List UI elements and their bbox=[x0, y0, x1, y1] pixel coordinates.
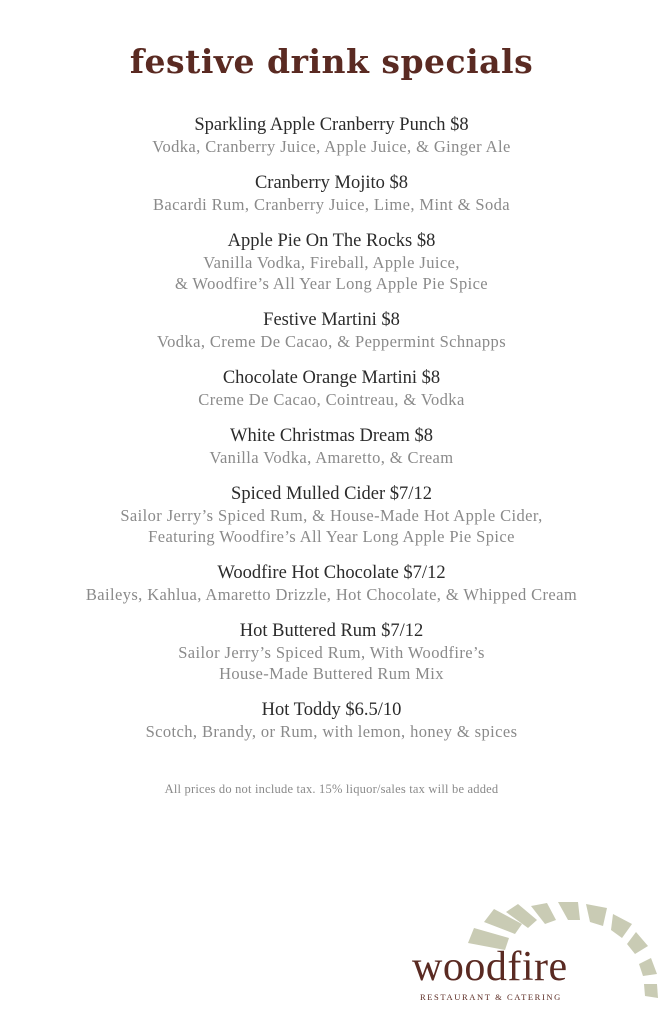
drink-name: Festive Martini $8 bbox=[263, 310, 400, 330]
menu-item bbox=[0, 114, 663, 157]
drink-name: Sparkling Apple Cranberry Punch $8 bbox=[194, 115, 469, 135]
drink-description: Baileys, Kahlua, Amaretto Drizzle, Hot Chocolate, & Whipped Cream bbox=[85, 585, 578, 604]
menu-item bbox=[0, 172, 663, 215]
drink-menu bbox=[0, 114, 663, 757]
drink-description: House-Made Buttered Rum Mix bbox=[219, 664, 444, 683]
woodfire-logo bbox=[408, 898, 658, 1013]
menu-item bbox=[0, 230, 663, 294]
drink-name: Hot Toddy $6.5/10 bbox=[261, 700, 402, 720]
logo-tagline: RESTAURANT & CATERING bbox=[420, 992, 562, 1002]
menu-item bbox=[0, 425, 663, 468]
tax-note: All prices do not include tax. 15% liquor/sales tax will be added bbox=[164, 782, 499, 796]
drink-name: Chocolate Orange Martini $8 bbox=[222, 368, 441, 388]
drink-name: Spiced Mulled Cider $7/12 bbox=[231, 484, 432, 504]
drink-description: Vanilla Vodka, Amaretto, & Cream bbox=[209, 448, 454, 467]
drink-name: Apple Pie On The Rocks $8 bbox=[227, 231, 436, 251]
drink-description: Creme De Cacao, Cointreau, & Vodka bbox=[198, 390, 465, 409]
menu-item bbox=[0, 620, 663, 684]
drink-description: Featuring Woodfire’s All Year Long Apple Pie Spice bbox=[148, 527, 515, 546]
drink-name: Cranberry Mojito $8 bbox=[254, 173, 409, 193]
drink-description: Scotch, Brandy, or Rum, with lemon, honey & spices bbox=[145, 722, 518, 741]
drink-description: Sailor Jerry’s Spiced Rum, & House-Made Hot Apple Cider, bbox=[120, 506, 543, 525]
drink-name: White Christmas Dream $8 bbox=[230, 426, 433, 446]
drink-description: Sailor Jerry’s Spiced Rum, With Woodfire’s bbox=[178, 643, 485, 662]
logo-wordmark: woodfire bbox=[412, 944, 568, 990]
drink-description: & Woodfire’s All Year Long Apple Pie Spice bbox=[174, 274, 489, 293]
menu-item bbox=[0, 309, 663, 352]
drink-name: Hot Buttered Rum $7/12 bbox=[239, 621, 424, 641]
drink-description: Vanilla Vodka, Fireball, Apple Juice, bbox=[203, 253, 460, 272]
menu-item bbox=[0, 367, 663, 410]
page-title: festive drink specials bbox=[129, 42, 534, 81]
drink-description: Vodka, Creme De Cacao, & Peppermint Schnapps bbox=[156, 332, 507, 351]
menu-item bbox=[0, 483, 663, 547]
drink-description: Vodka, Cranberry Juice, Apple Juice, & Ginger Ale bbox=[152, 137, 511, 156]
drink-name: Woodfire Hot Chocolate $7/12 bbox=[217, 563, 446, 583]
menu-item bbox=[0, 562, 663, 605]
menu-item bbox=[0, 699, 663, 742]
drink-description: Bacardi Rum, Cranberry Juice, Lime, Mint & Soda bbox=[153, 195, 510, 214]
